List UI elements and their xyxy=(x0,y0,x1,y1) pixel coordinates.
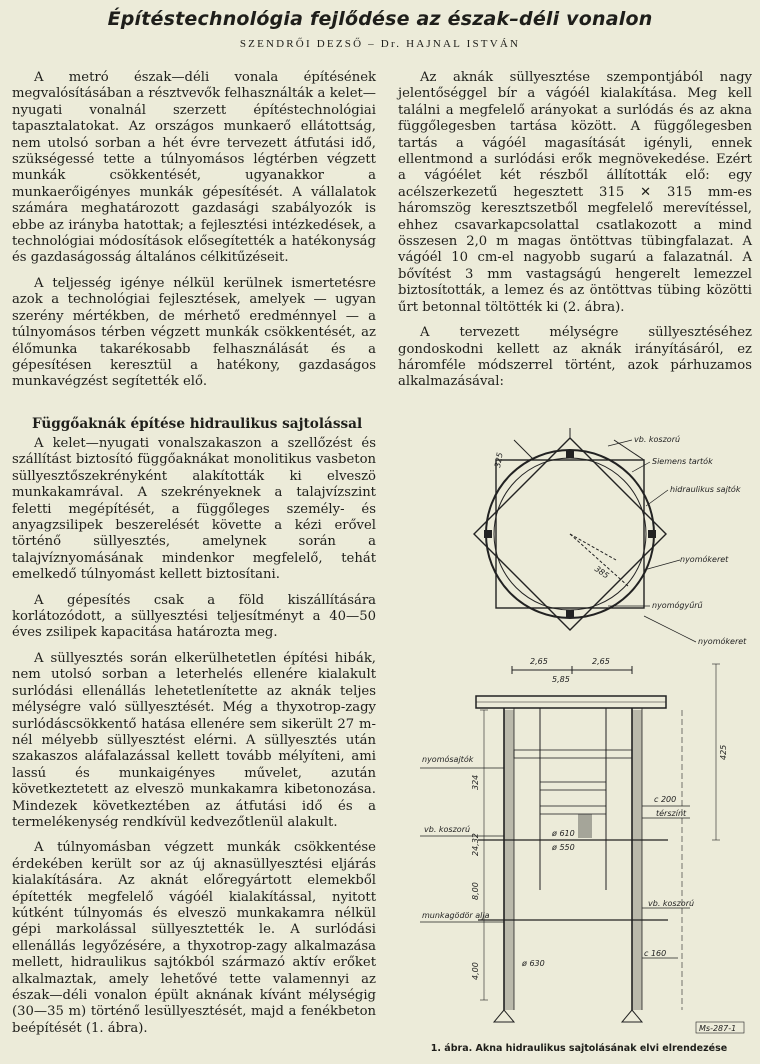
label-hidr-sajto: hidraulikus sajtók xyxy=(670,485,741,494)
dim-d610: ø 610 xyxy=(552,829,575,838)
paragraph: A metró észak—déli vonala építésének megvalósításában a résztvevők felhasználták a kelet—nyugati vonalnál szerzett építéstechnológiai tapasztalatokat. Az országos munkaerő ellátottság, nem utolsó sorban a hét évre tervezett átfutási idő, szükségessé tette a túlnyomásos légtérben végzett munkák csökkentését, ugyanakkor a munkaerőigényes munkák gépesítését. A vállalatok számára meghatározott gazdasági szabályozók is ebbe az irányba hatottak; a fejlesztési intézkedések, a technológiai módosítások elősegítették a hatékonyság és gazdaságosság általános célkitűzéseit. xyxy=(12,70,376,266)
paragraph: A süllyesztés során elkerülhetetlen építési hibák, nem utolsó sorban a leterhelés ellenére kialakult surlódási ellenállás lehetetlenítette az aknák teljes mélységre való süllyesztését. Még a thyxotrop-zagy surlódáscsökkentő hatása ellenére sem sikerült 27 m-nél mélyebb süllyesztést elérni. A süllyesztés után szakaszos aláfalazással kellett tovább mélyíteni, ami lassú és munkaigényes művelet, azután következtetett az elveszö munkakamra kibetonozása. Mindezek következtében az átfutási idő és a termelékenység rendkívül kedvezőtlenül alakult. xyxy=(12,650,376,830)
paragraph: A túlnyomásban végzett munkák csökkentése érdekében került sor az új aknasüllyesztési eljárás kialakítására. Az aknát előregyártott elemekből építették megfelelő vágóél kialakítással, nyitott kútként túlnyomás és elveszö munkakamra nélkül gépi markolással süllyesztették le. A surlódási ellenállás legyőzésére, a thyxotrop-zagy alkalmazása mellett, hidraulikus sajtókból származó aktív erőket alkalmaztak, amely lehetővé tette valamennyi az észak—déli vonalon épült aknának kívánt mélységig (30—35 m) történő lesüllyesztését, majd a fenékbeton beépítését (1. ábra). xyxy=(12,840,376,1036)
paragraph: A tervezett mélységre süllyesztéséhez gondoskodni kellett az aknák irányításáról, ez háromféle módszerrel történt, azok párhuzamos alkalmazásával: xyxy=(398,325,752,390)
dim-400: 4,00 xyxy=(471,962,480,980)
label-munkagodor: munkagödör alja xyxy=(422,911,490,920)
dim-385: 385 xyxy=(592,564,611,581)
label-c200: c 200 xyxy=(654,795,677,804)
section-heading: Függőaknák építése hidraulikus sajtolással xyxy=(32,416,363,432)
dim-585: 5,85 xyxy=(552,675,570,684)
label-vb-koszoru-3: vb. koszorú xyxy=(648,899,695,908)
figure-caption: 1. ábra. Akna hidraulikus sajtolásának elvi elrendezése xyxy=(430,1043,728,1054)
figure-stamp: Ms-287-1 xyxy=(699,1024,737,1033)
label-siemens: Siemens tartók xyxy=(652,457,713,466)
label-tersztint: térszínt xyxy=(656,809,687,818)
paragraph: A kelet—nyugati vonalszakaszon a szellőzést és szállítást biztosító függőaknákat monolitikus vasbeton süllyesztőszekrényként alakították ki elveszö munkakamrával. A szekrényeknek a talajvízszint feletti megépítését, a függőleges személy- és anyagzsilipek beszerelését követte a kézi erővel történő süllyesztés, amelynek során a talajvíznyomásának mindenkor megfelelő, tehát emelkedő túlnyomást kellett biztosítani. xyxy=(12,436,376,583)
label-nyomokeret: nyomókeret xyxy=(680,555,729,564)
label-nyomosajtok: nyomósajtók xyxy=(422,755,474,764)
dim-d550: ø 550 xyxy=(552,843,575,852)
label-c160: c 160 xyxy=(644,949,667,958)
article-authors: SZENDRŐI DEZSŐ – Dr. HAJNAL ISTVÁN xyxy=(239,38,521,50)
column-left-section xyxy=(12,436,376,1046)
shaft-drawing xyxy=(418,410,754,1036)
article-title: Építéstechnológia fejlődése az észak–déli vonalon xyxy=(107,8,653,30)
label-nyomokeret-2: nyomókeret xyxy=(698,637,747,646)
column-left-intro xyxy=(12,70,376,400)
label-vb-koszoru-2: vb. koszorú xyxy=(424,825,471,834)
paragraph: A gépesítés csak a föld kiszállítására korlátozódott, a süllyesztési teljesítményt a 40—50 éves zsilipek kapacitása határozta meg. xyxy=(12,592,376,641)
dim-324: 324 xyxy=(471,774,480,790)
dim-325: 325 xyxy=(493,451,505,469)
paragraph: A teljesség igénye nélkül kerülnek ismertetésre azok a technológiai fejlesztések, amelyek — ugyan szerény mértékben, de mérhető eredménnyel — a túlnyomásos térben végzett munkák csökkentését, az élőmunka takarékosabb felhasználását és a gépesítésen keresztül a hatékony, gazdaságos munkavégzést segítették elő. xyxy=(12,275,376,390)
dim-d630: ø 630 xyxy=(522,959,545,968)
dim-425: 425 xyxy=(719,744,728,760)
paragraph: Az aknák süllyesztése szempontjából nagy jelentőséggel bír a vágóél kialakítása. Meg kell találni a megfelelő arányokat a surlódás és az akna függőlegesben tartása között. A függőlegesben tartás a vágóél magasítását igényli, ennek ellentmond a surlódási erők megnövekedése. Ezért a vágóélet két részből állították elő: egy acélszerkezetű hegesztett 315 ✕ 315 mm-es háromszög keresztszetből megfelelő merevítéssel, ehhez csavarkapcsolattal csatlakozott a mind összesen 2,0 m magas öntöttvas tübingfalazat. A vágóél 10 cm-el nagyobb sugarú a falazatnál. A bővítést 3 mm vastagságú hengerelt lemezzel biztosították, a lemez és az öntöttvas tübing közötti űrt betonnal töltötték ki (2. ábra). xyxy=(398,70,752,315)
dim-265-b: 2,65 xyxy=(592,657,610,666)
dim-265-a: 2,65 xyxy=(530,657,548,666)
label-nyomogyuru: nyomógyűrű xyxy=(652,601,703,610)
dim-800: 8,00 xyxy=(471,882,480,900)
label-vb-koszoru: vb. koszorú xyxy=(634,435,681,444)
column-right xyxy=(398,70,752,400)
figure-shaft-diagram xyxy=(418,410,754,1036)
dim-2432: 24,32 xyxy=(471,833,480,856)
